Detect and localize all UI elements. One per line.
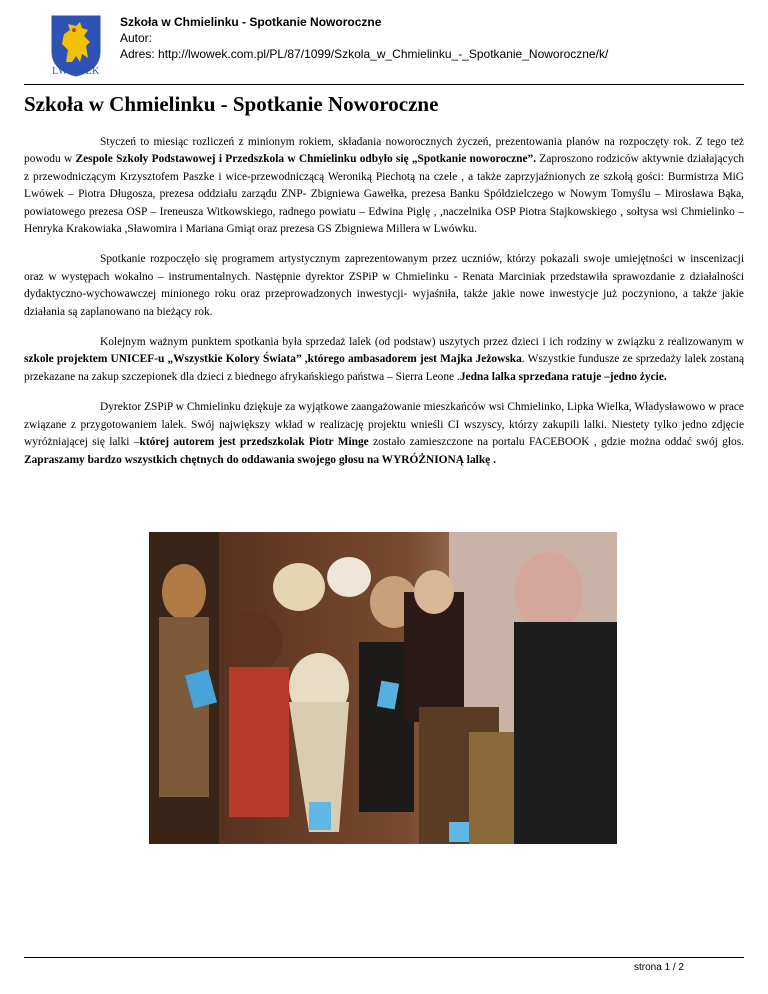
paragraph-1-bold: Zespole Szkoły Podstawowej i Przedszkola w Chmielinku odbyło się „Spotkanie noworoczne”. [75,153,537,166]
paragraph-3-text-a: Kolejnym ważnym punktem spotkania była sprzedaż lalek (od podstaw) uszytych przez dzieci i ich rodziny w związku z realizowanym w [100,336,744,349]
header-address [120,46,608,62]
header-address-url[interactable]: http://lwowek.com.pl/PL/87/1099/Szkola_w_Chmielinku_-_Spotkanie_Noworoczne/k/ [158,47,609,61]
paragraph-4-bold-d: Zapraszamy bardzo wszystkich chętnych do oddawania swojego głosu na WYRÓŻNIONĄ lalkę . [24,453,496,466]
header-title: Szkoła w Chmielinku - Spotkanie Noworoczne [120,15,382,29]
header-author: Autor: [120,31,153,45]
paragraph-4-bold-b: której autorem jest przedszkolak Piotr Minge [139,436,369,449]
paragraph-1-text-c: Zaproszono rodziców aktywnie działających z przewodniczącym Krzysztofem Paszke i wice-przewodniczącą Weroniką Piechotą na czele , a także zaprzyjaźnionych ze szkołą gości: Burmistrza MiG Lwówek – Piotra Długosza, prezesa oddziału zarządu ZNP- Zbigniewa Gawełka, prezesa Banku Spółdzielczego w Nowym Tomyślu – Mirosława Bąka, powiatowego prezesa OSP – Ireneusza Witkowskiego, radnego powiatu – Edwina Piglę , ,naczelnika OSP Piotra Stajkowskiego , sołtysa wsi Chmielinko – Henryka Krakowiaka ,Sławomira i Mariana Gmiąt oraz prezesa GS Zbigniewa Millera w Lwówku. [24,153,745,236]
paragraph-1 [24,134,744,238]
article-body [24,134,744,482]
header-address-label: Adres: [120,47,155,61]
paragraph-4-text-c: zostało zamieszczone na portalu FACEBOOK , gdzie można oddać swój głos. [368,436,744,449]
paragraph-4-text-a: Dyrektor ZSPiP w Chmielinku dziękuje za wyjątkowe zaangażowanie mieszkańców wsi Chmielinko, Lipka Wielka, Władysławowo w prace związane z przygotowaniem lalek. Swój największy wkład w realizację projektu wnieśli CI wszyscy, którzy zakupili lalki. Niestety tylko jedno zdjęcie wyróżniającej się lalki – [24,401,744,449]
paragraph-1-text-a: Styczeń to miesiąc rozliczeń z minionym rokiem, składania noworocznych życzeń, prezentowania planów na rozpoczęty rok. Z tego też powodu w [24,136,744,166]
paragraph-3-bold-d: Jedna lalka sprzedana ratuje –jedno życie. [459,370,667,383]
dolls-photo [149,532,617,844]
footer-divider [24,957,744,958]
article-title: Szkoła w Chmielinku - Spotkanie Noworoczne [24,92,439,116]
paragraph-2: Spotkanie rozpoczęło się programem artystycznym zaprezentowanym przez uczniów, którzy pokazali swoje umiejętności w inscenizacji oraz w występach wokalno – instrumentalnych. Następnie dyrektor ZSPiP w Chmielinku - Renata Marciniak przedstawiła sprawozdanie z działalności dydaktyczno-wychowawczej minionego roku oraz przeprowadzonych inwestycji- wyjaśniła, także jakie nowe inwestycje już poczyniono, a także jakie działania są zaplanowano na bieżący rok. [24,253,744,318]
logo-text: LWÓWEK [52,66,100,77]
paragraph-3-text-c: . Wszystkie fundusze ze sprzedaży lalek zostaną przekazane na zakup szczepionek dla dzieci z biednego afrykańskiego państwa – Sierra Leone . [24,353,744,383]
header-divider [24,84,744,85]
document-header [120,14,608,62]
paragraph-3-bold-b: szkole projektem UNICEF-u „Wszystkie Kolory Świata” ,którego ambasadorem jest Majka Jeżowska [24,353,522,366]
paragraph-3 [24,334,744,386]
page-number: strona 1 / 2 [633,962,684,973]
paragraph-4 [24,399,744,469]
